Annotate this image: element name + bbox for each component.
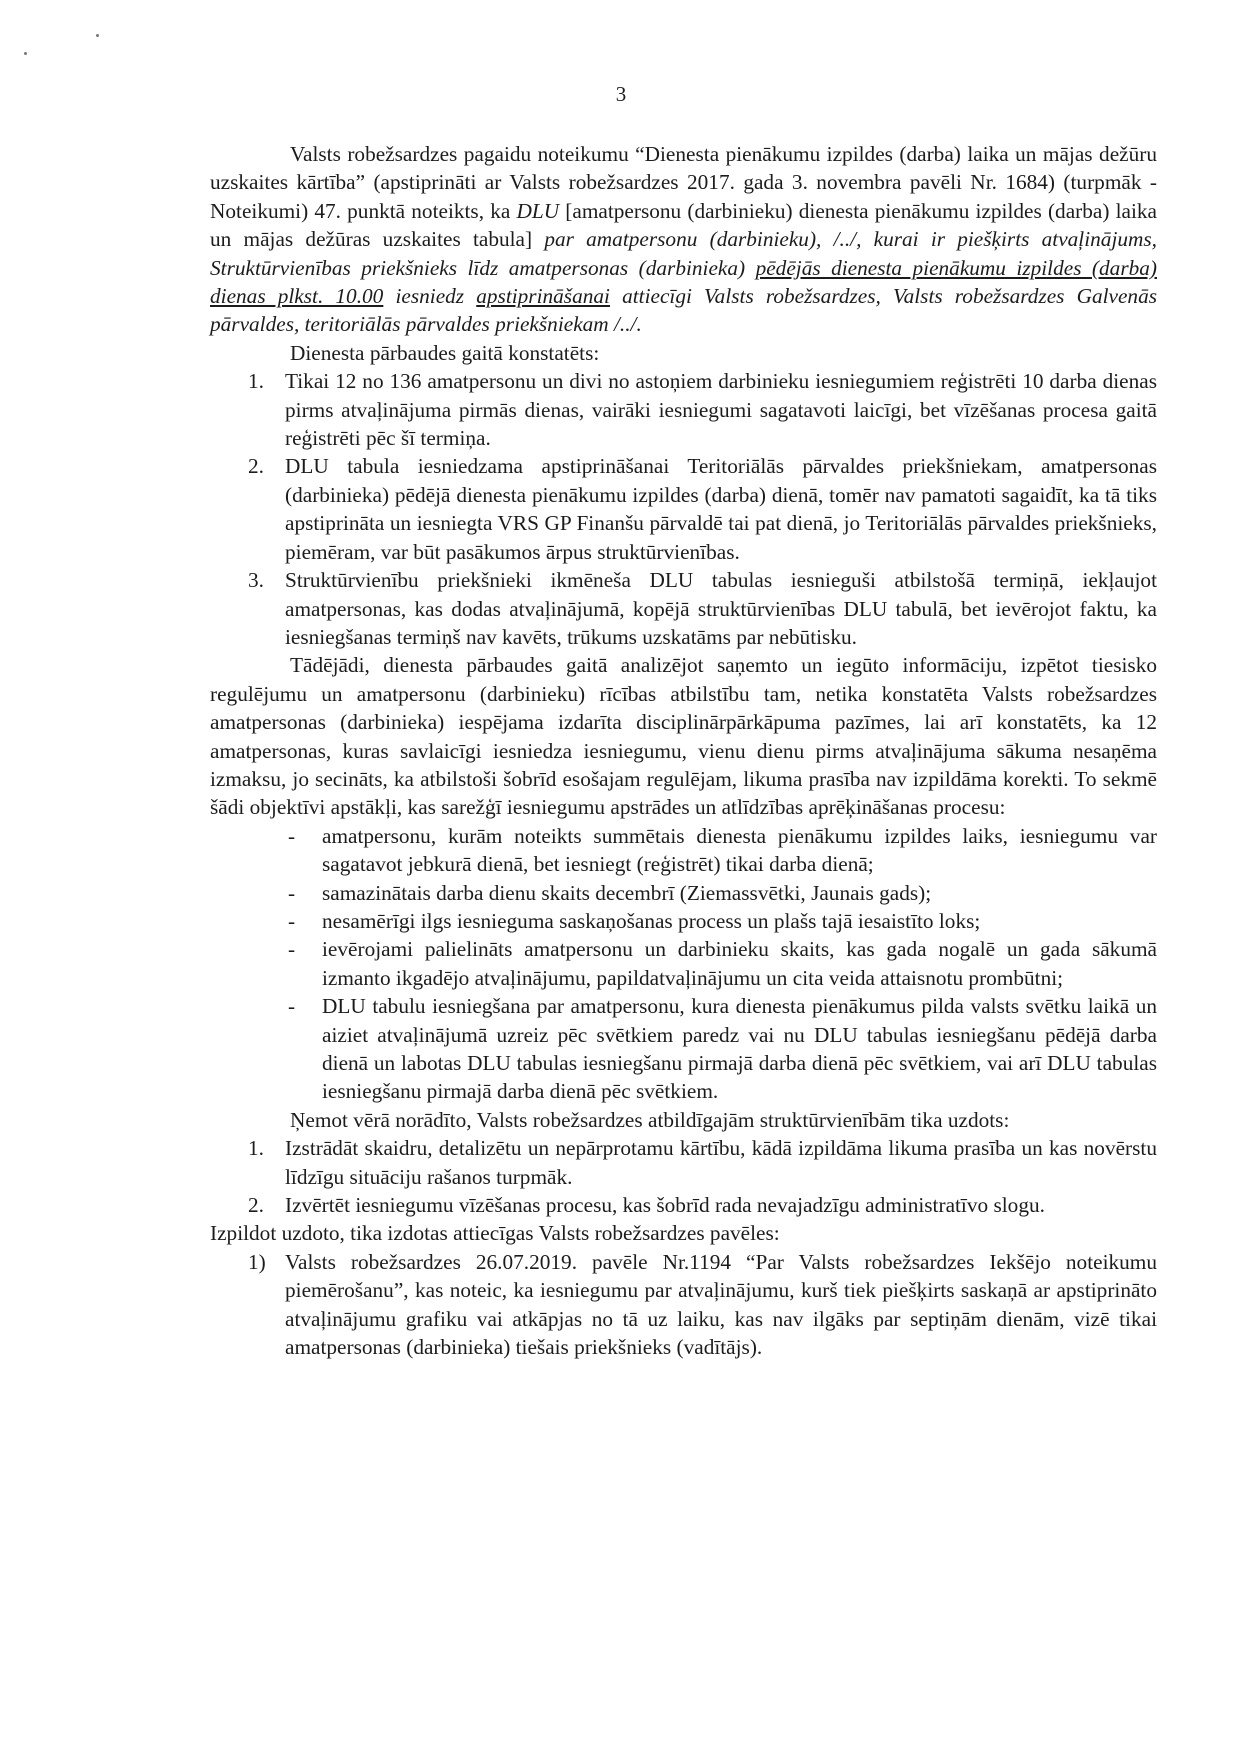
list-item: 1. Tikai 12 no 136 amatpersonu un divi no astoņiem darbinieku iesniegumiem reģistrēti 10 darba dienas pirms atvaļinājuma pirmās dienas, vairāki iesniegumi sagatavoti laicīgi, bet vīzēšanas procesa gaitā reģistrēti pēc šī termiņa. [248, 369, 1157, 451]
list-item: - amatpersonu, kurām noteikts summētais dienesta pienākumu izpildes laiks, iesniegumu var sagatavot jebkurā dienā, bet iesniegt (reģistrēt) tikai darba dienā; [288, 823, 1157, 877]
paragraph-conclusion: Tādējādi, dienesta pārbaudes gaitā analizējot saņemto un iegūto informāciju, izpētot tiesisko regulējumu un amatpersonu (darbinieku) rīcības atbilstību tam, netika konstatēta Valsts robežsardzes amatpersonas (darbinieka) iespējama izdarīta disciplinārpārkāpuma pazīmes, lai arī konstatēts, ka 12 amatpersonas, kuras savlaicīgi iesniedza iesniegumu, vienu dienu pirms atvaļinājuma sākuma nesaņēma izmaksu, jo secināts, ka atbilstoši šobrīd esošajam regulējam, likuma prasība nav izpildāma korekti. To sekmē šādi objektīvi apstākļi, kas sarežģī iesniegumu apstrādes un atlīdzības aprēķināšanas procesu: [210, 653, 1157, 820]
dlu-abbreviation: DLU [516, 198, 560, 223]
paragraph-regulation: Valsts robežsardzes pagaidu noteikumu “Dienesta pienākumu izpildes (darba) laika un mājas dežūru uzskaites kārtība” (apstiprināti ar Valsts robežsardzes 2017. gada 3. novembra pavēli Nr. 1684) (turpmāk - Noteikumi) 47. punktā noteikts, ka DLU [amatpersonu (darbinieku) dienesta pienākumu izpildes (darba) laika un mājas dežūras uzskaites tabula] par amatpersonu (darbinieku), /../, kurai ir piešķirts atvaļinājums, Struktūrvienības priekšnieks līdz amatpersonas (darbinieka) pēdējās dienesta pienākumu izpildes (darba) dienas plkst. 10.00 iesniedz apstiprināšanai attiecīgi Valsts robežsardzes, Valsts robežsardzes Galvenās pārvaldes, teritoriālās pārvaldes priekšniekam /../. [210, 142, 1158, 337]
list-item: - ievērojami palielināts amatpersonu un darbinieku skaits, kas gada nogalē un gada sākumā izmanto ikgadējo atvaļinājumu, papildatvaļinājumu un cita veida attaisnotu prombūtni; [288, 937, 1157, 990]
list-item: 2. Izvērtēt iesniegumu vīzēšanas procesu, kas šobrīd rada nevajadzīgu administratīvo slogu. [248, 1193, 1045, 1218]
list-item: 1) Valsts robežsardzes 26.07.2019. pavēle Nr.1194 “Par Valsts robežsardzes Iekšējo noteikumu piemērošanu”, kas noteic, ka iesniegumu par atvaļinājumu, kurš tiek piešķirts saskaņā ar apstiprināto atvaļinājumu grafiku vai atkāpjas no tā uz laiku, kas nav ilgāks par septiņām dienām, vizē tikai amatpersonas (darbinieka) tiešais priekšnieks (vadītājs). [248, 1249, 1157, 1360]
document-body [210, 140, 1157, 1361]
list-item: - nesamērīgi ilgs iesnieguma saskaņošanas process un plašs tajā iesaistīto loks; [288, 908, 981, 933]
paragraph-tasks-intro: Ņemot vērā norādīto, Valsts robežsardzes atbildīgajām struktūrvienībām tika uzdots: [290, 1107, 1010, 1132]
list-item: 2. DLU tabula iesniedzama apstiprināšanai Teritoriālās pārvaldes priekšniekam, amatpersonas (darbinieka) pēdējā dienesta pienākumu izpildes (darba) dienā, tomēr nav pamatoti sagaidīt, ka tā tiks apstiprināta un iesniegta VRS GP Finanšu pārvaldē tai pat dienā, jo Teritoriālās pārvaldes priekšnieks, piemēram, var būt pasākumos ārpus struktūrvienības. [248, 454, 1157, 564]
scan-speck [24, 52, 27, 55]
list-item: - samazinātais darba dienu skaits decembrī (Ziemassvētki, Jaunais gads); [288, 880, 932, 905]
list-item: 3. Struktūrvienību priekšnieki ikmēneša DLU tabulas iesnieguši atbilstošā termiņā, iekļaujot amatpersonas, kas dodas atvaļinājumā, kopējā struktūrvienības DLU tabulā, bet ievērojot faktu, ka iesniegšanas termiņš nav kavēts, trūkums uzskatāms par nebūtisku. [248, 568, 1157, 649]
list-item: - DLU tabulu iesniegšana par amatpersonu, kura dienesta pienākumus pilda valsts svētku laikā un aiziet atvaļinājumā uzreiz pēc svētkiem paredz vai nu DLU tabulas iesniegšanu pēdējā darba dienā un labotas DLU tabulas iesniegšanu pirmajā darba dienā pēc svētkiem, vai arī DLU tabulas iesniegšanu pirmajā darba dienā pēc svētkiem. [288, 994, 1157, 1104]
orders-list [210, 1248, 1157, 1362]
factors-list [210, 822, 1157, 1106]
deadline-text: pēdējās dienesta pienākumu izpildes (darba) dienas plkst. 10.00 [210, 255, 1157, 309]
page-number: 3 [615, 82, 627, 106]
scan-speck [96, 34, 99, 37]
tasks-list [210, 1134, 1157, 1219]
paragraph-orders-intro: Izpildot uzdoto, tika izdotas attiecīgas Valsts robežsardzes pavēles: [210, 1221, 780, 1246]
findings-list [210, 367, 1157, 651]
list-item: 1. Izstrādāt skaidru, detalizētu un nepārprotamu kārtību, kādā izpildāma likuma prasība un kas novērstu līdzīgu situāciju rašanos turpmāk. [248, 1136, 1157, 1189]
paragraph-findings-intro: Dienesta pārbaudes gaitā konstatēts: [290, 340, 600, 365]
